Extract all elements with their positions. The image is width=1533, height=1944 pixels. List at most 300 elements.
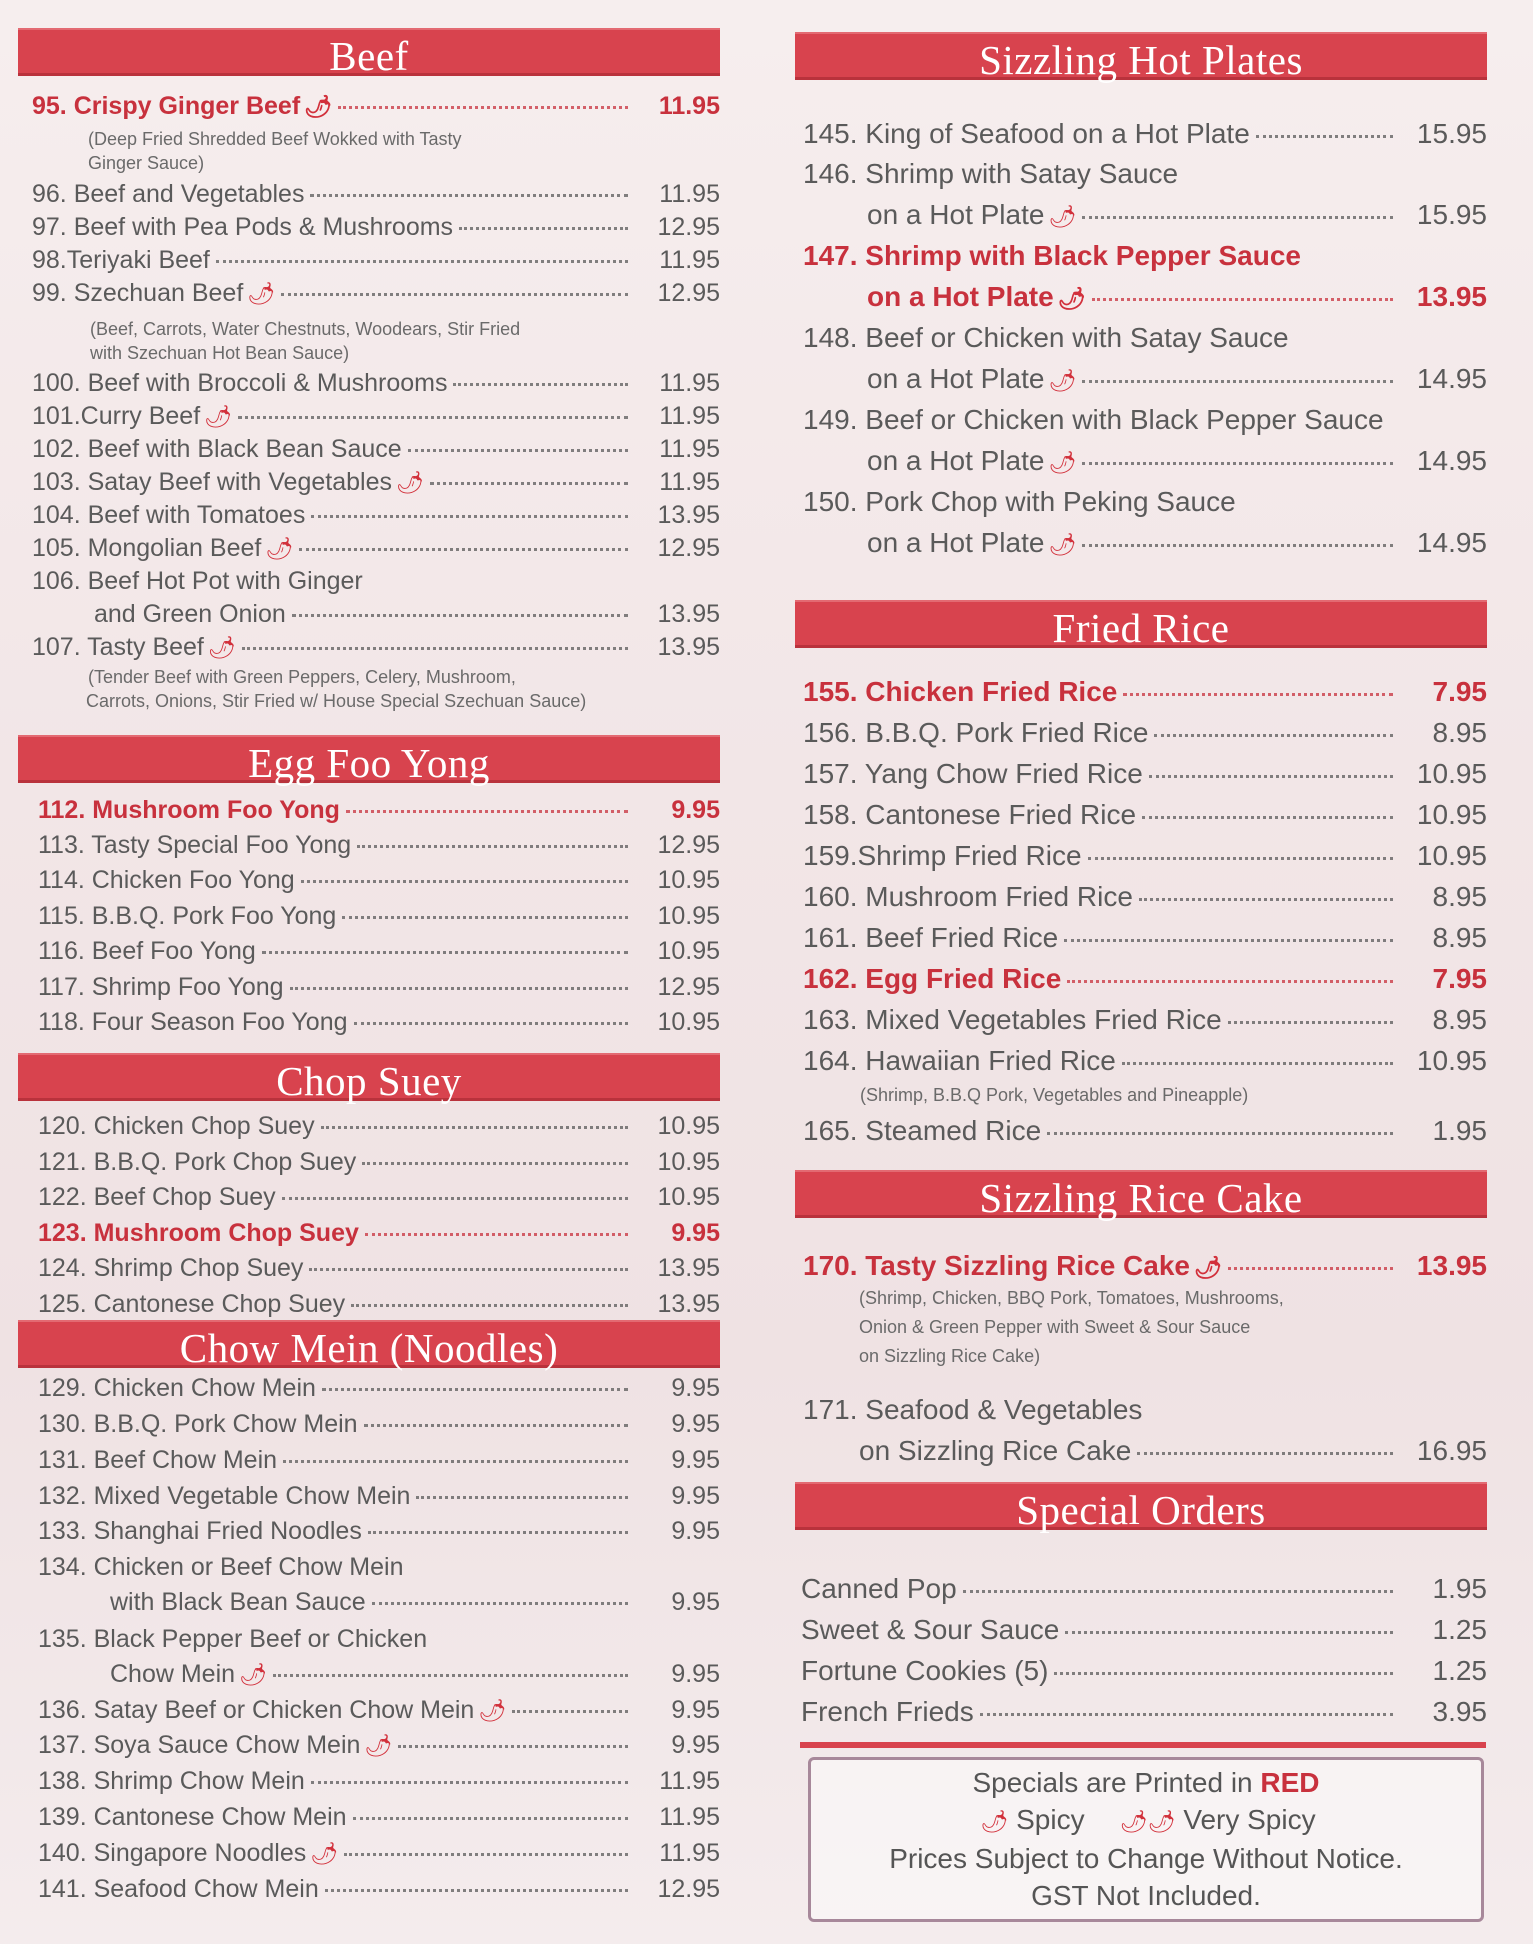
menu-item-price: 8.95 [1432,717,1487,748]
menu-item-price: 11.95 [659,435,720,463]
menu-item-price: 10.95 [1416,799,1487,830]
menu-item [18,534,720,563]
menu-item [795,281,1487,313]
menu-item-name: 120. Chicken Chop Suey [38,1112,315,1140]
menu-item-name: 124. Shrimp Chop Suey [38,1254,304,1282]
menu-item-name: 157. Yang Chow Fried Rice [803,758,1143,789]
dot-leader [216,260,628,263]
chili-pepper-icon: 🌶 [265,536,294,561]
menu-item [795,1115,1487,1147]
menu-item [18,796,720,825]
menu-item [18,279,720,308]
menu-item-price: 10.95 [657,1183,720,1211]
menu-item-name: 107. Tasty Beef [32,633,204,661]
dot-leader [459,227,628,230]
item-description: Ginger Sauce) [88,153,205,173]
dot-leader [430,482,628,485]
dot-leader [1047,1132,1393,1135]
menu-item-name: 148. Beef or Chicken with Satay Sauce [803,322,1289,353]
menu-item-name: 132. Mixed Vegetable Chow Mein [38,1482,411,1510]
menu-item-name: 104. Beef with Tomatoes [32,501,306,529]
menu-item [18,435,720,464]
menu-item-name: 100. Beef with Broccoli & Mushrooms [32,369,448,397]
dot-leader [1088,857,1393,860]
menu-item-price: 13.95 [657,633,720,661]
section-title: Chop Suey [18,1053,720,1101]
menu-item-price: 9.95 [671,1219,720,1247]
menu-item-name: on a Hot Plate [867,281,1054,312]
menu-item-name: 133. Shanghai Fried Noodles [38,1517,362,1545]
menu-item [18,1290,720,1319]
legend-line-prices: Prices Subject to Change Without Notice. [889,1843,1403,1874]
menu-item-name: 101.Curry Beef [32,402,201,430]
menu-item [18,973,720,1002]
menu-item-name: 149. Beef or Chicken with Black Pepper Sauce [803,404,1384,435]
menu-item-name: 139. Cantonese Chow Mein [38,1803,347,1831]
menu-item-name: 125. Cantonese Chop Suey [38,1290,346,1318]
menu-item [18,633,720,662]
menu-item [795,158,1487,190]
menu-item-name: 164. Hawaiian Fried Rice [803,1045,1116,1076]
menu-item-price: 12.95 [657,973,720,1001]
section-fried-rice [795,600,1487,651]
menu-item-name: 158. Cantonese Fried Rice [803,799,1137,830]
dot-leader [344,1853,628,1856]
menu-item-name: 106. Beef Hot Pot with Ginger [32,567,363,595]
menu-item-price: 9.95 [671,1731,720,1759]
menu-item [795,922,1487,954]
menu-item [18,1803,720,1832]
menu-item [18,1374,720,1403]
menu-item [18,1482,720,1511]
menu-item-price: 15.95 [1416,118,1487,149]
menu-item-price: 1.25 [1432,1614,1487,1645]
dot-leader [281,293,628,296]
menu-item [18,402,720,431]
menu-item-price: 9.95 [671,1660,720,1688]
item-description: (Deep Fried Shredded Beef Wokked with Tasty [88,129,462,149]
menu-item-name: 163. Mixed Vegetables Fried Rice [803,1004,1222,1035]
menu-item-price: 11.95 [659,1839,720,1867]
menu-item-name: 156. B.B.Q. Pork Fried Rice [803,717,1149,748]
menu-item [18,902,720,931]
dot-leader [362,1162,628,1165]
dot-leader [980,1713,1393,1716]
dot-leader [309,1268,628,1271]
menu-item [795,1250,1487,1282]
menu-item-name: 116. Beef Foo Yong [38,937,256,965]
menu-item-name: 115. B.B.Q. Pork Foo Yong [38,902,337,930]
section-sizzling-hot-plates [795,32,1487,83]
menu-item-price: 10.95 [657,1112,720,1140]
menu-item-price: 11.95 [659,180,720,208]
menu-item [18,937,720,966]
menu-item [18,501,720,530]
section-title: Beef [18,28,720,76]
menu-item-price: 10.95 [1416,758,1487,789]
dot-leader [351,1304,628,1307]
menu-item-price: 7.95 [1432,963,1487,994]
chili-pepper-icon: 🌶 [364,1733,393,1758]
menu-item-price: 8.95 [1432,922,1487,953]
menu-item-name: 102. Beef with Black Bean Sauce [32,435,402,463]
menu-item [18,1219,720,1248]
menu-item [795,1696,1487,1728]
menu-item [18,1446,720,1475]
menu-item [18,1183,720,1212]
menu-item [795,240,1487,272]
menu-item-name: 141. Seafood Chow Mein [38,1875,319,1903]
menu-item-name: 134. Chicken or Beef Chow Mein [38,1553,404,1581]
section-title: Sizzling Rice Cake [795,1170,1487,1218]
menu-item [795,486,1487,518]
menu-item-price: 10.95 [657,902,720,930]
legend-box [808,1757,1484,1922]
dot-leader [372,1602,628,1605]
dot-leader [357,845,628,848]
dot-leader [283,1460,628,1463]
legend-line-gst: GST Not Included. [1031,1880,1261,1911]
menu-item-name: 123. Mushroom Chop Suey [38,1219,359,1247]
menu-item [795,1394,1487,1426]
menu-item-name: 130. B.B.Q. Pork Chow Mein [38,1410,358,1438]
menu-item-name: 150. Pork Chop with Peking Sauce [803,486,1236,517]
dot-leader [364,1424,628,1427]
menu-item-price: 11.95 [659,246,720,274]
menu-item-price: 13.95 [657,600,720,628]
menu-item [18,468,720,497]
menu-item [795,1045,1487,1077]
menu-item-price: 9.95 [671,1517,720,1545]
menu-item-name: Fortune Cookies (5) [801,1655,1049,1686]
menu-item [18,567,720,596]
menu-item-price: 1.25 [1432,1655,1487,1686]
menu-item-price: 11.95 [659,1767,720,1795]
legend-line-specials: Specials are Printed in RED [972,1767,1320,1798]
menu-item [18,1875,720,1904]
menu-item-price: 8.95 [1432,1004,1487,1035]
menu-item-price: 13.95 [1416,1250,1487,1281]
menu-item-name: 98.Teriyaki Beef [32,246,210,274]
menu-item-name: 138. Shrimp Chow Mein [38,1767,305,1795]
menu-item-price: 13.95 [657,1254,720,1282]
menu-item-name: on a Hot Plate [867,199,1045,230]
menu-item-name: on Sizzling Rice Cake [859,1435,1132,1466]
dot-leader [512,1710,628,1713]
dot-leader [262,951,628,954]
menu-item [18,1112,720,1141]
dot-leader [1256,135,1393,138]
menu-item [18,1696,720,1725]
menu-item-name: 95. Crispy Ginger Beef [32,92,301,120]
menu-item [795,118,1487,150]
chili-pepper-icon: 🌶 [478,1698,507,1723]
menu-item-price: 13.95 [1416,281,1487,312]
dot-leader [1054,1672,1393,1675]
menu-item [18,213,720,242]
dot-leader [325,1889,628,1892]
menu-item-name: 165. Steamed Rice [803,1115,1042,1146]
section-chow-mein [18,1320,720,1371]
chili-pepper-icon: 🌶 [1048,368,1077,393]
dot-leader [301,880,628,883]
chili-pepper-icon: 🌶🌶 [1119,1809,1176,1834]
menu-item-name: 137. Soya Sauce Chow Mein [38,1731,361,1759]
menu-item [18,1008,720,1037]
dot-leader [963,1590,1393,1593]
chili-pepper-icon: 🌶 [1048,450,1077,475]
menu-item-price: 3.95 [1432,1696,1487,1727]
menu-item [795,881,1487,913]
menu-item [18,1410,720,1439]
menu-item-name: 171. Seafood & Vegetables [803,1394,1143,1425]
menu-item-price: 9.95 [671,1446,720,1474]
chili-pepper-icon: 🌶 [207,635,236,660]
dot-leader [299,548,628,551]
menu-item-name: 103. Satay Beef with Vegetables [32,468,392,496]
menu-item [795,322,1487,354]
menu-item-price: 11.95 [659,369,720,397]
chili-pepper-icon: 🌶 [1057,286,1086,311]
dot-leader [416,1496,628,1499]
menu-item-name: 105. Mongolian Beef [32,534,262,562]
menu-item [18,1148,720,1177]
menu-item-name: 122. Beef Chop Suey [38,1183,276,1211]
section-sizzling-rice-cake [795,1170,1487,1221]
menu-item-name: 121. B.B.Q. Pork Chop Suey [38,1148,357,1176]
menu-item [18,1767,720,1796]
menu-item [795,404,1487,436]
menu-item [795,840,1487,872]
menu-item-price: 15.95 [1416,199,1487,230]
menu-item [795,1004,1487,1036]
chili-pepper-icon: 🌶 [1048,204,1077,229]
item-description: Onion & Green Pepper with Sweet & Sour Sauce [859,1317,1251,1337]
menu-item [795,1655,1487,1687]
menu-item-price: 9.95 [671,1696,720,1724]
section-chop-suey [18,1053,720,1104]
menu-item [795,1614,1487,1646]
menu-item-name: 162. Egg Fried Rice [803,963,1062,994]
menu-item-price: 9.95 [671,1410,720,1438]
dot-leader [398,1745,628,1748]
dot-leader [354,1022,629,1025]
menu-item [795,676,1487,708]
menu-item [18,246,720,275]
menu-item-name: 112. Mushroom Foo Yong [38,796,340,824]
menu-item-name: 147. Shrimp with Black Pepper Sauce [803,240,1301,271]
menu-item-price: 8.95 [1432,881,1487,912]
section-title: Egg Foo Yong [18,735,720,783]
section-special-orders [795,1482,1487,1533]
menu-item [18,180,720,209]
menu-item-name: Sweet & Sour Sauce [801,1614,1060,1645]
menu-item-price: 11.95 [658,92,720,120]
menu-item-price: 11.95 [659,468,720,496]
menu-item [795,799,1487,831]
menu-item [795,1573,1487,1605]
menu-item-price: 9.95 [671,1374,720,1402]
dot-leader [1082,544,1393,547]
legend-divider [800,1742,1486,1748]
item-description: on Sizzling Rice Cake) [859,1346,1041,1366]
menu-item [795,445,1487,477]
menu-item [18,866,720,895]
dot-leader [365,1233,628,1236]
dot-leader [1123,693,1393,696]
dot-leader [1065,1631,1393,1634]
menu-item-name: 161. Beef Fried Rice [803,922,1059,953]
dot-leader [353,1817,628,1820]
menu-item-price: 10.95 [657,1008,720,1036]
menu-item [18,1553,720,1582]
item-description: (Shrimp, B.B.Q Pork, Vegetables and Pineapple) [860,1085,1249,1105]
menu-item-name: on a Hot Plate [867,445,1045,476]
menu-item-name: 160. Mushroom Fried Rice [803,881,1133,912]
menu-item [18,831,720,860]
dot-leader [1228,1021,1393,1024]
menu-item-price: 13.95 [657,1290,720,1318]
dot-leader [290,987,628,990]
menu-item [18,1731,720,1760]
menu-item [795,1435,1487,1467]
menu-item-price: 12.95 [657,831,720,859]
menu-item [18,92,720,121]
menu-item-price: 12.95 [657,279,720,307]
menu-item-price: 10.95 [657,866,720,894]
dot-leader [1137,1452,1393,1455]
dot-leader [453,383,628,386]
chili-pepper-icon: 🌶 [1193,1255,1222,1280]
menu-item-price: 14.95 [1416,527,1487,558]
dot-leader [311,515,628,518]
menu-item-name: 136. Satay Beef or Chicken Chow Mein [38,1696,475,1724]
section-title: Fried Rice [795,600,1487,648]
chili-pepper-icon: 🌶 [239,1662,267,1687]
menu-item [795,363,1487,395]
section-title: Special Orders [795,1482,1487,1530]
menu-item-name: 118. Four Season Foo Yong [38,1008,348,1036]
menu-item-name: 113. Tasty Special Foo Yong [38,831,352,859]
dot-leader [1122,1062,1393,1065]
section-beef [18,28,720,79]
item-description: (Beef, Carrots, Water Chestnuts, Woodears, Stir Fried [90,319,521,339]
menu-item-price: 11.95 [659,402,720,430]
menu-item [18,1660,720,1689]
menu-item-name: with Black Bean Sauce [110,1588,366,1616]
dot-leader [1139,898,1393,901]
item-description: Carrots, Onions, Stir Fried w/ House Special Szechuan Sauce) [86,691,587,711]
menu-item-name: 117. Shrimp Foo Yong [38,973,284,1001]
menu-item [18,369,720,398]
dot-leader [1067,980,1393,983]
menu-item [18,600,720,629]
menu-item [18,1625,720,1654]
menu-item [18,1839,720,1868]
dot-leader [1154,734,1393,737]
dot-leader [342,916,628,919]
item-description: (Tender Beef with Green Peppers, Celery, Mushroom, [88,667,516,687]
chili-pepper-icon: 🌶 [247,281,276,306]
menu-item-price: 9.95 [671,796,720,824]
menu-item-price: 14.95 [1416,363,1487,394]
menu-item-name: on a Hot Plate [867,527,1045,558]
dot-leader [292,614,628,617]
item-description: (Shrimp, Chicken, BBQ Pork, Tomatoes, Mushrooms, [859,1288,1284,1308]
menu-item-price: 11.95 [659,1803,720,1831]
dot-leader [408,449,628,452]
menu-item-name: Chow Mein [110,1660,236,1688]
menu-item-name: 114. Chicken Foo Yong [38,866,295,894]
menu-item-name: 155. Chicken Fried Rice [803,676,1118,707]
chili-pepper-icon: 🌶 [204,404,233,429]
chili-pepper-icon: 🌶 [980,1809,1009,1834]
menu-item-price: 13.95 [657,501,720,529]
dot-leader [1228,1267,1393,1270]
dot-leader [1082,380,1393,383]
menu-item [795,758,1487,790]
menu-item-price: 10.95 [1416,840,1487,871]
dot-leader [346,810,628,813]
menu-item-name: 97. Beef with Pea Pods & Mushrooms [32,213,454,241]
menu-item-price: 1.95 [1432,1115,1487,1146]
menu-item-name: 159.Shrimp Fried Rice [803,840,1082,871]
menu-item-price: 12.95 [657,534,720,562]
menu-item-price: 10.95 [657,937,720,965]
item-description: with Szechuan Hot Bean Sauce) [90,343,350,363]
menu-item-price: 12.95 [657,213,720,241]
dot-leader [1064,939,1393,942]
menu-item-price: 10.95 [657,1148,720,1176]
section-title: Sizzling Hot Plates [795,32,1487,80]
dot-leader [322,1388,628,1391]
menu-item-price: 12.95 [657,1875,720,1903]
menu-item [18,1254,720,1283]
menu-item-name: 129. Chicken Chow Mein [38,1374,316,1402]
menu-item [18,1588,720,1617]
dot-leader [311,1781,628,1784]
menu-item-price: 10.95 [1416,1045,1487,1076]
menu-item-name: 146. Shrimp with Satay Sauce [803,158,1179,189]
menu-item-price: 9.95 [671,1482,720,1510]
dot-leader [1082,462,1393,465]
dot-leader [310,194,628,197]
dot-leader [1142,816,1393,819]
menu-item-name: French Frieds [801,1696,974,1727]
dot-leader [1082,216,1393,219]
menu-item-name: 131. Beef Chow Mein [38,1446,278,1474]
menu-item-name: 145. King of Seafood on a Hot Plate [803,118,1250,149]
menu-item-name: on a Hot Plate [867,363,1045,394]
chili-pepper-icon: 🌶 [304,94,333,119]
section-title: Chow Mein (Noodles) [18,1320,720,1368]
menu-item [795,717,1487,749]
menu-item-name: 170. Tasty Sizzling Rice Cake [803,1250,1190,1281]
dot-leader [242,647,628,650]
menu-item-name: 96. Beef and Vegetables [32,180,305,208]
dot-leader [238,416,628,419]
menu-item-price: 1.95 [1432,1573,1487,1604]
dot-leader [321,1126,628,1129]
dot-leader [282,1197,628,1200]
menu-item-price: 16.95 [1416,1435,1487,1466]
menu-item [795,527,1487,559]
menu-item-name: 140. Singapore Noodles [38,1839,307,1867]
dot-leader [273,1674,628,1677]
menu-item-name: 99. Szechuan Beef [32,279,244,307]
dot-leader [1092,298,1393,301]
menu-item-price: 7.95 [1432,676,1487,707]
